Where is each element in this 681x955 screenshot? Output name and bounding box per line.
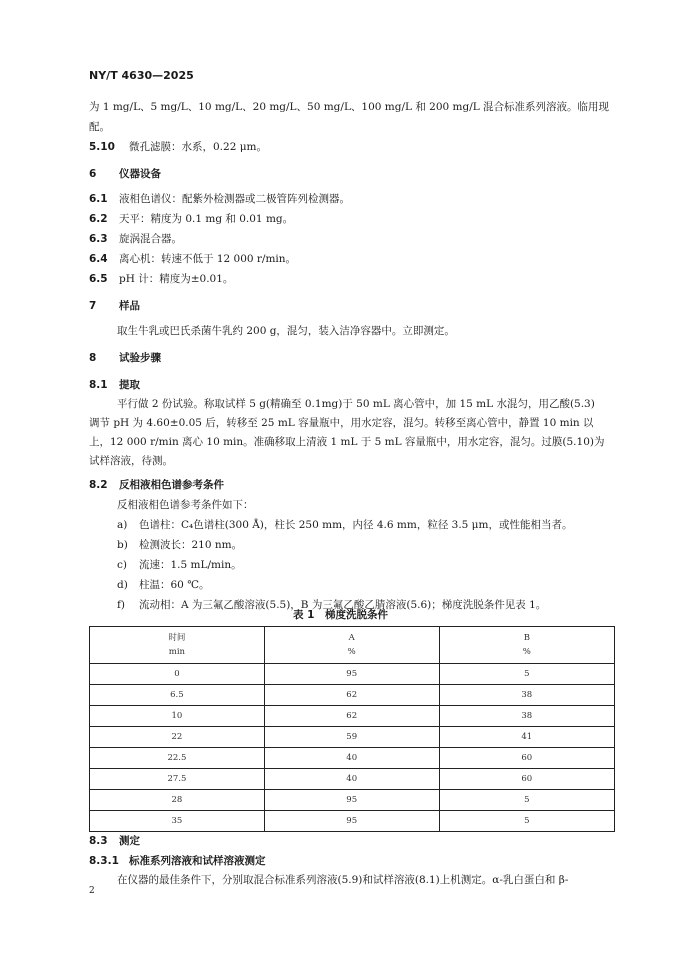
col-name: A — [348, 633, 355, 643]
col-b-header — [439, 627, 614, 664]
subsection-8-3-heading — [89, 833, 140, 848]
section7-heading — [89, 298, 140, 313]
cell-b: 41 — [439, 727, 614, 748]
col-unit: % — [522, 647, 531, 657]
section7-paragraph: 取生牛乳或巴氏杀菌牛乳约 200 g，混匀，装入洁净容器中。立即测定。 — [117, 325, 455, 337]
cell-time: 28 — [90, 790, 265, 811]
section-number: 7 — [89, 300, 97, 312]
item-6-5 — [89, 271, 233, 286]
item-label: f) — [117, 599, 125, 611]
cell-time: 35 — [90, 811, 265, 832]
section5-cont-line2: 配。 — [89, 121, 110, 133]
item-number: 6.2 — [89, 213, 108, 225]
item-label: d) — [117, 579, 128, 591]
page-number: 2 — [89, 886, 95, 896]
table-row — [90, 727, 615, 748]
item-number: 6.5 — [89, 273, 108, 285]
item-label: b) — [117, 539, 128, 551]
section-title: 样品 — [119, 300, 140, 312]
cell-b: 60 — [439, 748, 614, 769]
s8-2-item-d — [117, 577, 209, 592]
cell-a: 62 — [264, 685, 439, 706]
cell-a: 95 — [264, 790, 439, 811]
section-number: 8.3.1 — [89, 855, 119, 867]
section-title: 仪器设备 — [119, 168, 161, 180]
item-text: 旋涡混合器。 — [119, 233, 182, 245]
col-time-header — [90, 627, 265, 664]
table-header-row — [90, 627, 615, 664]
col-unit: min — [168, 647, 186, 657]
cell-time: 0 — [90, 664, 265, 685]
section6-heading — [89, 166, 161, 181]
item-text: 流动相：A 为三氟乙酸溶液(5.5)，B 为三氟乙酸乙腈溶液(5.6)；梯度洗脱条件见表 1。 — [139, 599, 547, 611]
section-title: 反相液相色谱参考条件 — [119, 479, 224, 491]
section-title: 标准系列溶液和试样溶液测定 — [129, 855, 266, 867]
item-label: a) — [117, 519, 128, 531]
item-number: 6.1 — [89, 193, 108, 205]
cell-b: 60 — [439, 769, 614, 790]
col-unit: % — [347, 647, 356, 657]
cell-time: 10 — [90, 706, 265, 727]
section8-heading — [89, 350, 161, 365]
item-number: 5.10 — [89, 141, 115, 153]
item-text: 色谱柱：C₄色谱柱(300 Å)，柱长 250 mm，内径 4.6 mm，粒径 3.5 μm，或性能相当者。 — [139, 519, 573, 531]
item-number: 6.3 — [89, 233, 108, 245]
col-name: B — [523, 633, 530, 643]
item-text: 微孔滤膜：水系，0.22 μm。 — [129, 141, 267, 153]
item-text: 液相色谱仪：配紫外检测器或二极管阵列检测器。 — [119, 193, 350, 205]
cell-a: 95 — [264, 811, 439, 832]
item-6-1 — [89, 191, 350, 206]
table-row — [90, 769, 615, 790]
item-text: 天平：精度为 0.1 mg 和 0.01 mg。 — [119, 213, 294, 225]
col-name: 时间 — [168, 633, 186, 643]
section-title: 提取 — [119, 379, 140, 391]
s8-2-item-c — [117, 557, 242, 572]
cell-b: 38 — [439, 706, 614, 727]
table1-caption: 表 1 梯度洗脱条件 — [293, 609, 388, 621]
section-title: 试验步骤 — [119, 352, 161, 364]
table-row — [90, 685, 615, 706]
item-5-10 — [89, 139, 267, 154]
table-row — [90, 706, 615, 727]
s8-1-line2: 调节 pH 为 4.60±0.05 后，转移至 25 mL 容量瓶中，用水定容，混匀。转移至离心管中，静置 10 min 以 — [89, 417, 594, 429]
cell-a: 40 — [264, 748, 439, 769]
s8-1-line1: 平行做 2 份试验。称取试样 5 g(精确至 0.1mg)于 50 mL 离心管中，加 15 mL 水混匀，用乙酸(5.3) — [117, 398, 595, 410]
section-title: 测定 — [119, 835, 140, 847]
subsection-8-2-heading — [89, 477, 224, 492]
s8-2-item-b — [117, 537, 242, 552]
table-row — [90, 811, 615, 832]
item-label: c) — [117, 559, 127, 571]
table-row — [90, 664, 615, 685]
item-text: 检测波长：210 nm。 — [139, 539, 243, 551]
cell-time: 27.5 — [90, 769, 265, 790]
subsection-8-1-heading — [89, 377, 140, 392]
cell-a: 95 — [264, 664, 439, 685]
s8-2-intro: 反相液相色谱参考条件如下： — [117, 499, 254, 511]
cell-time: 6.5 — [90, 685, 265, 706]
col-a-header — [264, 627, 439, 664]
item-text: 柱温：60 ℃。 — [139, 579, 210, 591]
s8-1-line3: 上，12 000 r/min 离心 10 min。准确移取上清液 1 mL 于 5 mL 容量瓶中，用水定容，混匀。过膜(5.10)为 — [89, 436, 605, 448]
section-number: 6 — [89, 168, 97, 180]
item-text: pH 计：精度为±0.01。 — [119, 273, 234, 285]
s8-3-1-line: 在仪器的最佳条件下，分别取混合标准系列溶液(5.9)和试样溶液(8.1)上机测定。α-乳白蛋白和 β- — [117, 874, 569, 886]
cell-time: 22 — [90, 727, 265, 748]
item-text: 流速：1.5 mL/min。 — [139, 559, 242, 571]
cell-b: 5 — [439, 664, 614, 685]
section-number: 8.3 — [89, 835, 108, 847]
cell-a: 40 — [264, 769, 439, 790]
cell-b: 5 — [439, 790, 614, 811]
item-6-4 — [89, 251, 296, 266]
cell-time: 22.5 — [90, 748, 265, 769]
cell-b: 38 — [439, 685, 614, 706]
cell-a: 59 — [264, 727, 439, 748]
s8-2-item-a — [117, 517, 572, 532]
subsection-8-3-1-heading — [89, 853, 266, 868]
item-6-3 — [89, 231, 182, 246]
gradient-table — [89, 626, 615, 832]
table-row — [90, 790, 615, 811]
s8-1-line4: 试样溶液，待测。 — [89, 455, 173, 467]
section5-cont-line1: 为 1 mg/L、5 mg/L、10 mg/L、20 mg/L、50 mg/L、100 mg/L 和 200 mg/L 混合标准系列溶液。临用现 — [89, 101, 610, 113]
standard-code: NY/T 4630—2025 — [89, 69, 194, 82]
section-number: 8.1 — [89, 379, 108, 391]
item-text: 离心机：转速不低于 12 000 r/min。 — [119, 253, 297, 265]
item-number: 6.4 — [89, 253, 108, 265]
cell-b: 5 — [439, 811, 614, 832]
table-row — [90, 748, 615, 769]
item-6-2 — [89, 211, 293, 226]
section-number: 8.2 — [89, 479, 108, 491]
cell-a: 62 — [264, 706, 439, 727]
section-number: 8 — [89, 352, 97, 364]
